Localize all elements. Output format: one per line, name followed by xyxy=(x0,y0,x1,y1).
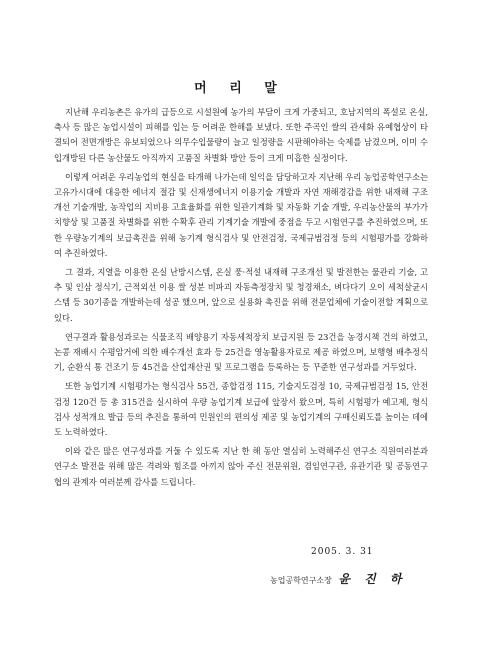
paragraph: 연구결과 활용성과로는 식물조직 배양용기 자동세척장치 보급지원 등 23건을 농경시책 건의 하였고, 논콩 재배시 수평암거에 의한 배수개선 효과 등 25건을 영농활용자료로 제공 하였으며, 보행형 배추정식기, 순환식 통 건조기 등 45건을 산업재산권 및 프로그램을 등록하는 등 꾸준한 연구성과를 거두었다. xyxy=(54,331,428,373)
signature-name: 윤 진 하 xyxy=(338,572,407,586)
signature-block xyxy=(270,570,407,587)
document-date: 2005. 3. 31 xyxy=(311,547,374,557)
signature-org: 농업공학연구소장 xyxy=(270,576,332,585)
paragraph: 이렇게 어려운 우리농업의 현실을 타개해 나가는데 일익을 담당하고자 지난해 우리 농업공학연구소는 고유가시대에 대응한 에너지 절감 및 신재생에너지 이용기술 개발과 자연 재해경감을 위한 내재해 구조개선 기술개발, 농작업의 지비용 고효율화를 위한 일관기계화 및 자동화 기술 개발, 우리농산물의 부가가치향상 및 고품질 차별화를 위한 수확후 관리 기계기술 개발에 중점을 두고 시험연구를 추진하였으며, 또한 우량농기계의 보급촉진을 위해 농기계 형식검사 및 안전검정, 국제규범검정 등의 시험평가를 강화하여 추진하였다. xyxy=(54,171,428,258)
page-title: 머 리 말 xyxy=(194,81,286,96)
paragraph: 지난해 우리농촌은 유가의 급등으로 시설원예 농가의 부담이 크게 가중되고, 호남지역의 폭설로 온실, 축사 등 많은 농업시설이 피해를 입는 등 어려운 한해를 보냈다. 또한 주곡인 쌀의 관세화 유예협상이 타결되어 전면개방은 유보되었으나 의무수입물량이 늘고 일정량을 시판해야하는 숙제를 남겼으며, 이미 수입개방된 다른 농산물도 아직까지 고품질 차별화 방안 등이 크게 미흡한 실정이다. xyxy=(54,107,428,163)
paragraph: 그 결과, 지열을 이용한 온실 난방시스템, 온실 풍·적설 내재해 구조개선 및 발전한는 물관리 기술, 고추 및 인삼 정식기, 근적외선 이용 쌀 성분 비파괴 자동측정장치 및 청경채소, 벼다다기 오이 세척살균시스템 등 30기종을 개발하는데 성공 했으며, 앞으로 실용화 촉진을 위해 전문업체에 기술이전할 계획으로 있다. xyxy=(54,267,428,323)
body-text xyxy=(54,105,428,494)
paragraph: 이와 같은 많은 연구성과를 거둘 수 있도록 지난 한 해 동안 열심히 노력해주신 연구소 직원여러분과 연구소 발전을 위해 많은 격려와 힘조를 아끼지 않아 주신 전문위원, 겸임연구관, 유관기관 및 공동연구협의 관계자 여러분께 감사를 드립니다. xyxy=(54,446,428,487)
paragraph: 또한 농업기계 시험평가는 형식검사 55건, 종합검정 115, 기술지도검정 10, 국제규범검정 15, 안전검정 120건 등 총 315건을 실시하여 우량 농업기계 보급에 앞장서 왔으며, 특히 시험평가 예고제, 형식검사 성적개요 발급 등의 추진을 통하여 민원인의 편의성 제공 및 농업기계의 구매신뢰도를 높이는 데에도 노력하였다. xyxy=(54,381,428,438)
